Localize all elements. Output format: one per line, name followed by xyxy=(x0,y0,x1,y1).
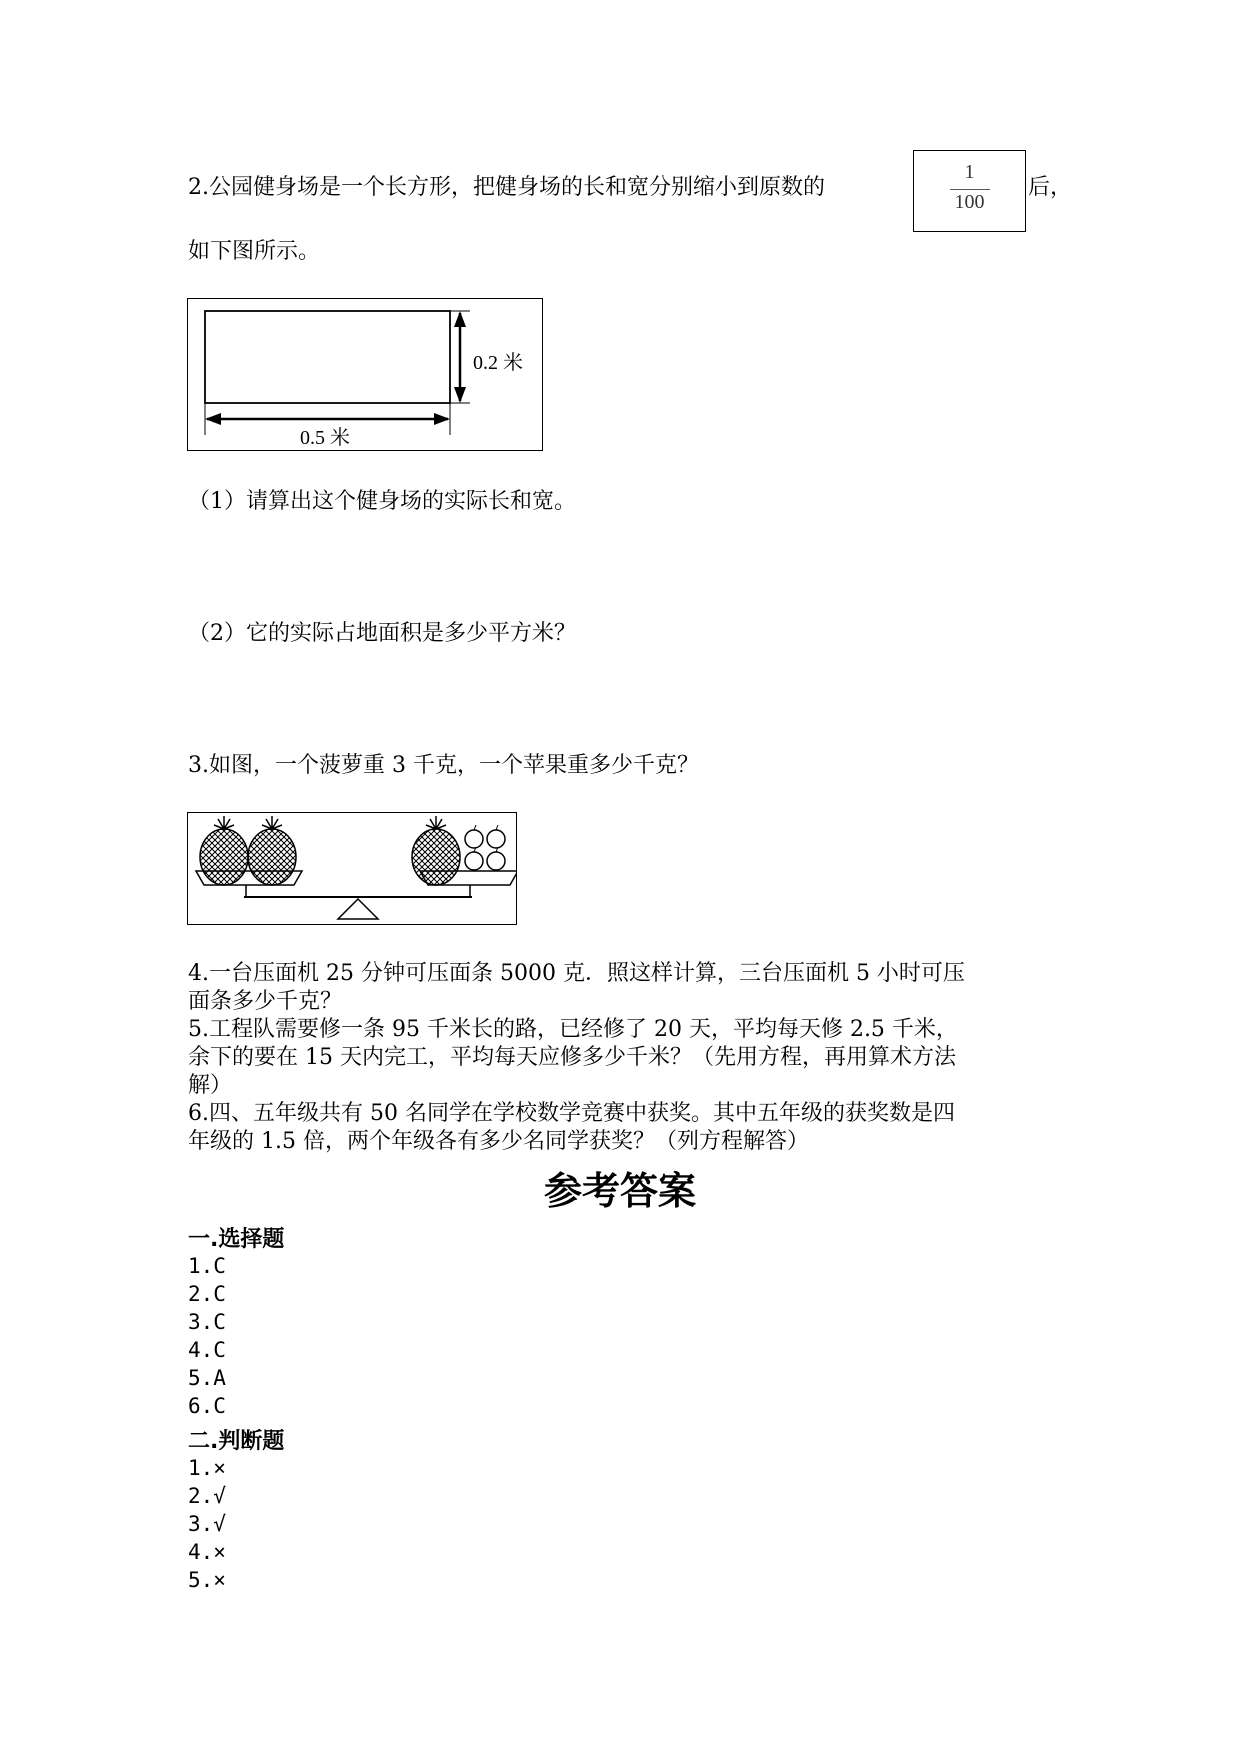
answer-item: 5.× xyxy=(188,1568,226,1592)
apple-icon xyxy=(465,847,483,870)
pineapple-icon xyxy=(200,816,248,885)
answer-item: 4.C xyxy=(188,1338,226,1362)
pineapple-icon xyxy=(412,816,460,885)
rectangle-diagram xyxy=(188,299,542,450)
q6-line2: 年级的 1.5 倍，两个年级各有多少名同学获奖？（列方程解答） xyxy=(188,1129,809,1154)
q5-line1: 5.工程队需要修一条 95 千米长的路，已经修了 20 天，平均每天修 2.5 千米， xyxy=(188,1017,958,1042)
rectangle-figure xyxy=(187,298,543,451)
answer-item: 4.× xyxy=(188,1540,226,1564)
answer-item: 2.√ xyxy=(188,1484,226,1508)
fraction-bar xyxy=(950,189,990,190)
apple-icon xyxy=(487,825,505,848)
arrow-up-icon xyxy=(454,311,466,327)
length-label: 0.5 米 xyxy=(300,427,350,449)
answer-item: 5.A xyxy=(188,1366,226,1390)
apple-icon xyxy=(487,847,505,870)
gym-rectangle xyxy=(205,311,450,403)
section-heading-judge: 二.判断题 xyxy=(188,1429,285,1454)
q2-sub2: （2）它的实际占地面积是多少平方米？ xyxy=(188,621,576,646)
q4-line2: 面条多少千克？ xyxy=(188,989,343,1014)
q5-line3: 解） xyxy=(188,1073,233,1098)
arrow-down-icon xyxy=(454,387,466,403)
q4-line1: 4.一台压面机 25 分钟可压面条 5000 克．照这样计算，三台压面机 5 小时可压 xyxy=(188,961,965,986)
answer-item: 1.× xyxy=(188,1456,226,1480)
fraction-box xyxy=(913,150,1026,232)
fulcrum-triangle xyxy=(338,899,378,919)
pineapple-icon xyxy=(248,816,296,885)
fraction-numerator: 1 xyxy=(964,161,975,183)
balance-figure xyxy=(187,812,517,925)
q2-line1-end: 后， xyxy=(1028,175,1073,200)
apple-icon xyxy=(465,825,483,848)
arrow-right-icon xyxy=(434,413,450,425)
q3-text: 3.如图，一个菠萝重 3 千克，一个苹果重多少千克？ xyxy=(188,753,699,778)
fraction-denominator: 100 xyxy=(954,191,985,213)
answer-item: 6.C xyxy=(188,1394,226,1418)
balance-diagram xyxy=(188,813,516,924)
answer-item: 3.C xyxy=(188,1310,226,1334)
answer-item: 2.C xyxy=(188,1282,226,1306)
answers-title: 参考答案 xyxy=(543,1169,696,1213)
q5-line2: 余下的要在 15 天内完工，平均每天应修多少千米？（先用方程，再用算术方法 xyxy=(188,1045,956,1070)
arrow-left-icon xyxy=(205,413,221,425)
answer-item: 3.√ xyxy=(188,1512,226,1536)
q2-line2: 如下图所示。 xyxy=(188,239,321,264)
answer-item: 1.C xyxy=(188,1254,226,1278)
q2-sub1: （1）请算出这个健身场的实际长和宽。 xyxy=(188,489,576,514)
q2-line1: 2.公园健身场是一个长方形，把健身场的长和宽分别缩小到原数的 xyxy=(188,175,825,200)
width-label: 0.2 米 xyxy=(473,352,523,374)
q6-line1: 6.四、五年级共有 50 名同学在学校数学竞赛中获奖。其中五年级的获奖数是四 xyxy=(188,1101,955,1126)
section-heading-choice: 一.选择题 xyxy=(188,1227,285,1252)
